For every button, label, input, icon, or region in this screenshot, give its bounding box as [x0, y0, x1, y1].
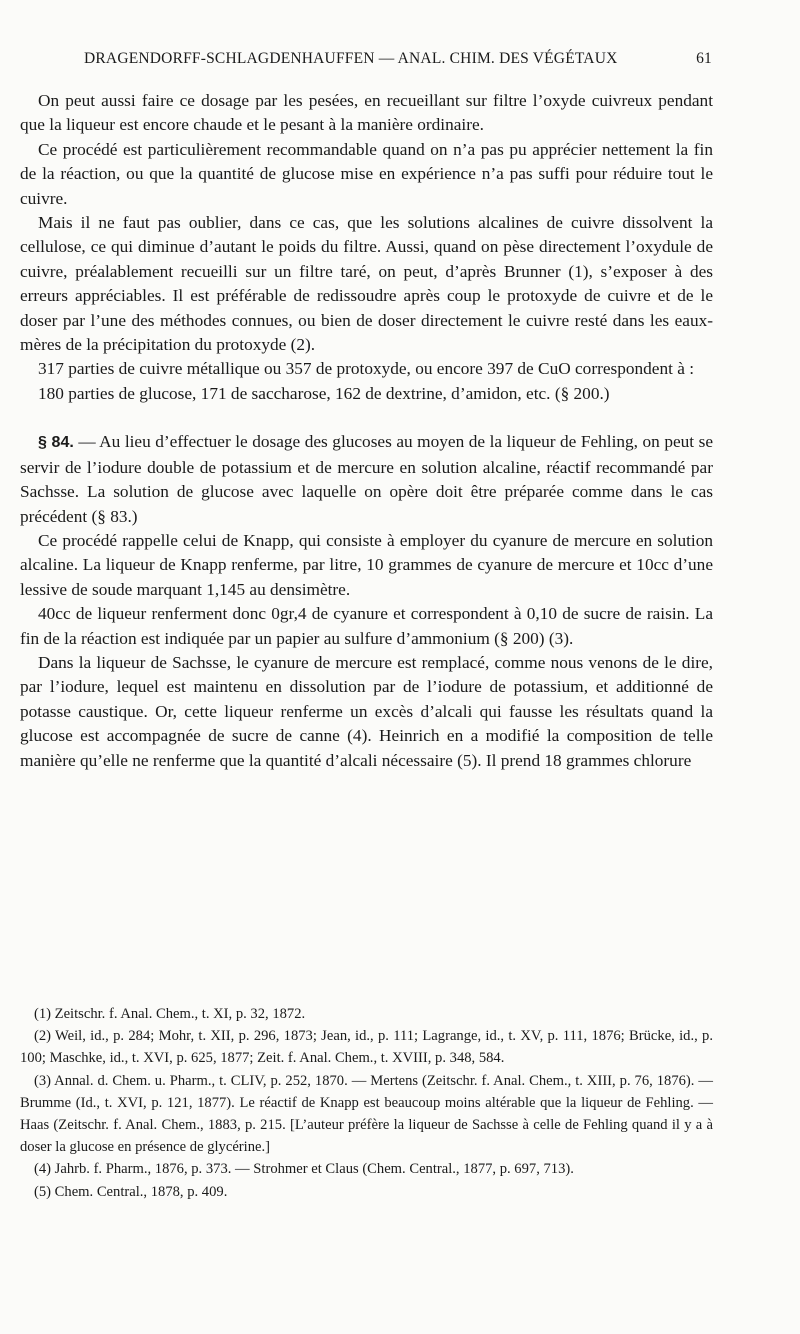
- footnote: (3) Annal. d. Chem. u. Pharm., t. CLIV, p. 252, 1870. — Mertens (Zeitschr. f. Anal. Chem., t. XIII, p. 76, 1876). — Brumme (Id., t. XVI, p. 121, 1877). Le réactif de Knapp est beaucoup moins altérable que la liqueur de Fehling. — Haas (Zeitschr. f. Anal. Chem., 1883, p. 215. [L’auteur préfère la liqueur de Sachsse à celle de Fehling quand il y a à doser la glucose en présence de glycérine.]: [20, 1072, 713, 1156]
- section-text: — Au lieu d’effectuer le dosage des glucoses au moyen de la liqueur de Fehling, on peut se servir de l’iodure double de potassium et de mercure en solution alcaline, réactif recommandé par Sachsse. La solution de glucose avec laquelle on opère doit être préparée comme dans le cas précédent (§ 83.): [20, 432, 713, 526]
- footnote: (2) Weil, id., p. 284; Mohr, t. XII, p. 296, 1873; Jean, id., p. 111; Lagrange, id., t. XV, p. 111, 1876; Brücke, id., p. 100; Maschke, id., t. XVI, p. 625, 1877; Zeit. f. Anal. Chem., t. XVIII, p. 348, 584.: [20, 1028, 713, 1067]
- footnote: (1) Zeitschr. f. Anal. Chem., t. XI, p. 32, 1872.: [34, 1006, 306, 1022]
- footnote: (4) Jahrb. f. Pharm., 1876, p. 373. — Strohmer et Claus (Chem. Central., 1877, p. 697, 713).: [34, 1161, 574, 1178]
- section-84: [20, 430, 713, 529]
- section-number: § 84.: [38, 434, 74, 452]
- footnotes: [20, 1003, 713, 1203]
- footnote: (5) Chem. Central., 1878, p. 409.: [34, 1183, 228, 1200]
- page-number: 61: [696, 50, 712, 67]
- running-header: [84, 50, 712, 68]
- paragraph: On peut aussi faire ce dosage par les pesées, en recueillant sur filtre l’oxyde cuivreux pendant que la liqueur est encore chaude et le pesant à la manière ordinaire.: [20, 91, 713, 135]
- paragraph: Ce procédé est particulièrement recommandable quand on n’a pas pu apprécier nettement la fin de la réaction, ou que la quantité de glucose mise en expérience n’a pas suffi pour réduire tout le cuivre.: [20, 139, 713, 208]
- main-text: [20, 89, 713, 773]
- paragraph: 317 parties de cuivre métallique ou 357 de protoxyde, ou encore 397 de CuO correspondent à :: [38, 359, 695, 379]
- paragraph: Dans la liqueur de Sachsse, le cyanure de mercure est remplacé, comme nous venons de le dire, par l’iodure, lequel est maintenu en dissolution par de l’iodure de potassium, et additionné de potasse caustique. Or, cette liqueur renferme un excès d’alcali qui fausse les résultats quand la glucose est accompagnée de sucre de canne (4). Heinrich en a modifié la composition de telle manière qu’elle ne renferme que la quantité d’alcali nécessaire (5). Il prend 18 grammes chlorure: [20, 652, 713, 770]
- paragraph: Ce procédé rappelle celui de Knapp, qui consiste à employer du cyanure de mercure en solution alcaline. La liqueur de Knapp renferme, par litre, 10 grammes de cyanure de mercure et 10cc d’une lessive de soude marquant 1,145 au densimètre.: [20, 530, 713, 599]
- paragraph: 40cc de liqueur renferment donc 0gr,4 de cyanure et correspondent à 0,10 de sucre de raisin. La fin de la réaction est indiquée par un papier au sulfure d’ammonium (§ 200) (3).: [20, 604, 713, 648]
- paragraph: Mais il ne faut pas oublier, dans ce cas, que les solutions alcalines de cuivre dissolvent la cellulose, ce qui diminue d’autant le poids du filtre. Aussi, quand on pèse directement l’oxydule de cuivre, préalablement recueilli sur un filtre taré, on peut, d’après Brunner (1), s’exposer à des erreurs appréciables. Il est préférable de redissoudre après coup le protoxyde de cuivre et de le doser par l’une des méthodes connues, ou bien de doser directement le cuivre resté dans les eaux-mères de la précipitation du protoxyde (2).: [20, 213, 713, 355]
- running-title: DRAGENDORFF-SCHLAGDENHAUFFEN — ANAL. CHIM. DES VÉGÉTAUX: [84, 50, 618, 67]
- paragraph: 180 parties de glucose, 171 de saccharose, 162 de dextrine, d’amidon, etc. (§ 200.): [38, 383, 610, 403]
